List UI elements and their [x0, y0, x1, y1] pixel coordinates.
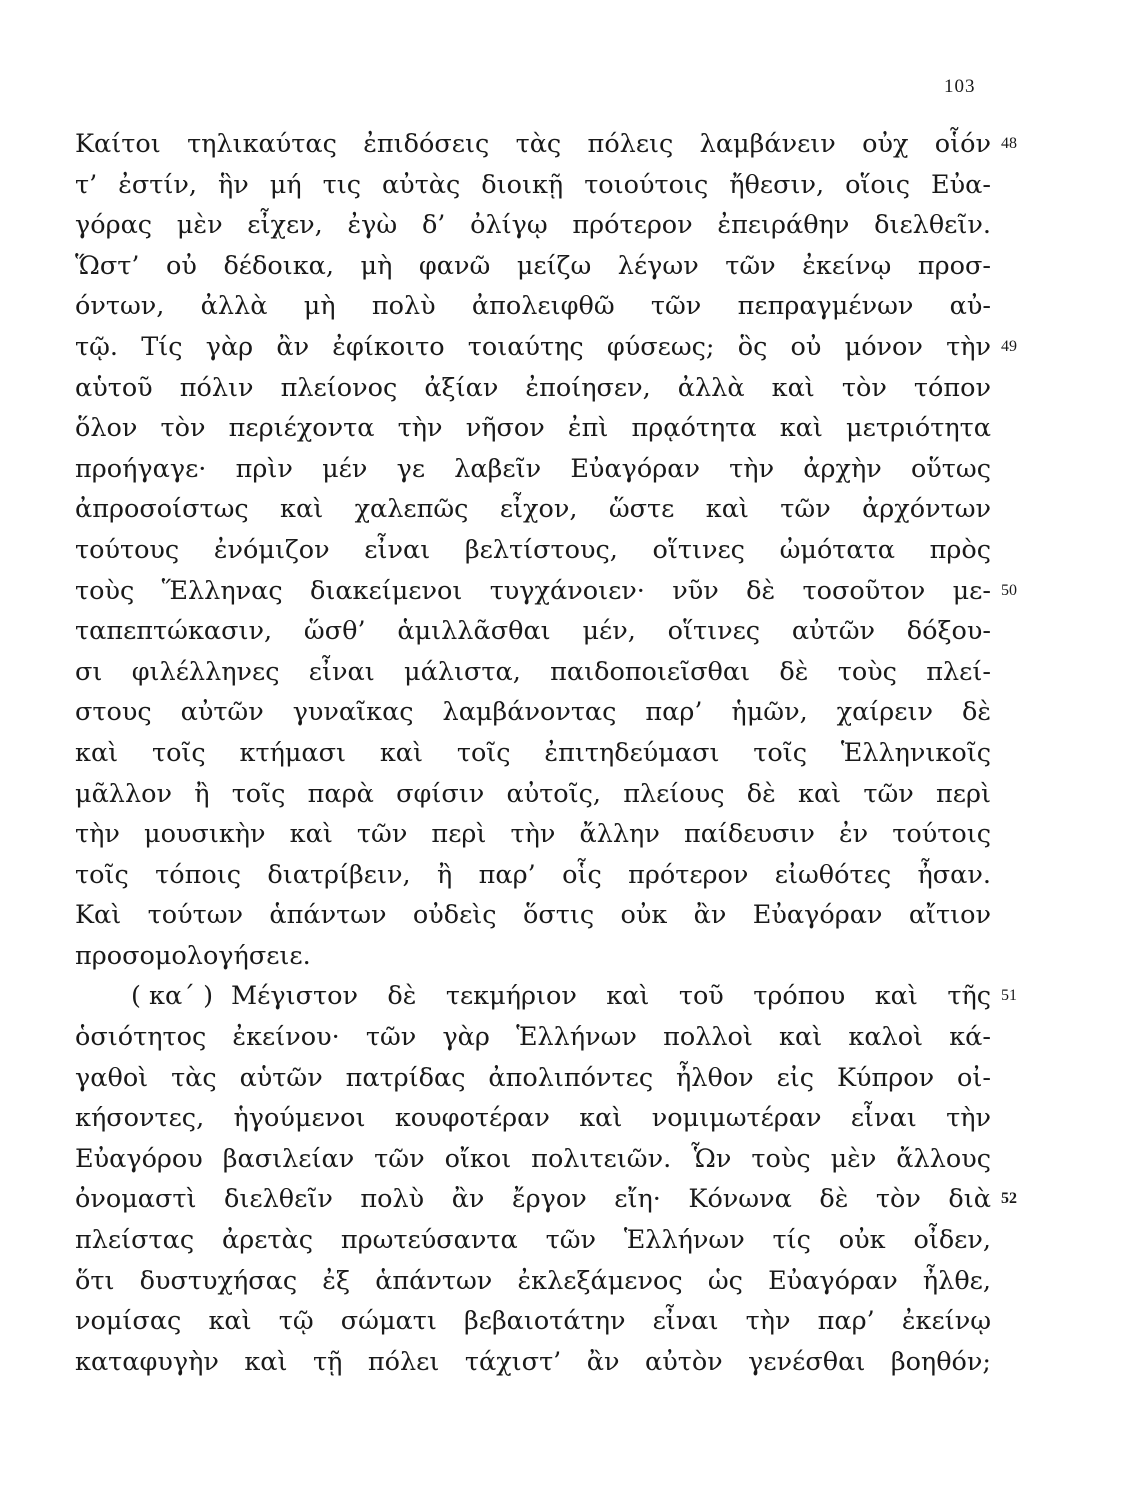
text-line-2: τ’ ἐστίν, ἣν μή τις αὐτὰς διοικῇ τοιούτοις ἤθεσιν, οἵοις Εὐα-	[75, 169, 991, 200]
text-line-4: Ὥστ’ οὐ δέδοικα, μὴ φανῶ μείζω λέγων τῶν ἐκείνῳ προσ-	[75, 250, 991, 281]
greek-text-body	[75, 124, 1017, 1382]
text-line-11: τούτους ἐνόμιζον εἶναι βελτίστους, οἵτινες ὠμότατα πρὸς	[75, 534, 991, 565]
text-line-12: τοὺς Ἕλληνας διακείμενοι τυγχάνοιεν· νῦν δὲ τοσοῦτον με- 50	[75, 571, 991, 612]
text-line-14: σι φιλέλληνες εἶναι μάλιστα, παιδοποιεῖσθαι δὲ τοὺς πλεί-	[75, 656, 991, 687]
text-line-5: όντων, ἀλλὰ μὴ πολὺ ἀπολειφθῶ τῶν πεπραγμένων αὐ-	[75, 291, 991, 322]
text-line-24: γαθοὶ τὰς αὑτῶν πατρίδας ἀπολιπόντες ἦλθον εἰς Κύπρον οἰ-	[75, 1062, 991, 1093]
text-line-26: Εὐαγόρου βασιλείαν τῶν οἴκοι πολιτειῶν. Ὧν τοὺς μὲν ἄλλους	[75, 1143, 991, 1174]
text-line-20: Καὶ τούτων ἁπάντων οὐδεὶς ὅστις οὐκ ἂν Εὐαγόραν αἴτιον	[75, 900, 991, 931]
text-line-22: ( κα΄ ) Μέγιστον δὲ τεκμήριον καὶ τοῦ τρόπου καὶ τῆς 51	[75, 976, 991, 1017]
section-number-51: 51	[1001, 987, 1017, 1005]
text-line-31: καταφυγὴν καὶ τῇ πόλει τάχιστ’ ἂν αὐτὸν γενέσθαι βοηθόν;	[75, 1346, 991, 1377]
text-line-6: τῷ. Τίς γὰρ ἂν ἐφίκοιτο τοιαύτης φύσεως; ὃς οὐ μόνον τὴν 49	[75, 327, 991, 368]
section-number-48: 48	[1001, 135, 1017, 152]
page-number: 103	[944, 76, 976, 97]
text-line-30: νομίσας καὶ τῷ σώματι βεβαιοτάτην εἶναι τὴν παρ’ ἐκείνῳ	[75, 1306, 991, 1337]
text-line-25: κήσοντες, ἡγούμενοι κουφοτέραν καὶ νομιμωτέραν εἶναι τὴν	[75, 1103, 991, 1134]
chapter-marker: ( κα΄ )	[131, 981, 214, 1012]
text-line-17: μᾶλλον ἢ τοῖς παρὰ σφίσιν αὐτοῖς, πλείους δὲ καὶ τῶν περὶ	[75, 778, 991, 809]
text-line-18: τὴν μουσικὴν καὶ τῶν περὶ τὴν ἄλλην παίδευσιν ἐν τούτοις	[75, 819, 991, 850]
text-line-15: στους αὐτῶν γυναῖκας λαμβάνοντας παρ’ ἡμῶν, χαίρειν δὲ	[75, 697, 991, 728]
text-line-27: ὀνομαστὶ διελθεῖν πολὺ ἂν ἔργον εἴη· Κόνωνα δὲ τὸν διὰ 52	[75, 1179, 991, 1220]
text-line-29: ὅτι δυστυχήσας ἐξ ἁπάντων ἐκλεξάμενος ὡς Εὐαγόραν ἦλθε,	[75, 1265, 991, 1296]
section-number-49: 49	[1001, 337, 1017, 355]
section-number-50: 50	[1001, 581, 1017, 599]
text-line-3: γόρας μὲν εἶχεν, ἐγὼ δ’ ὀλίγῳ πρότερον ἐπειράθην διελθεῖν.	[75, 210, 991, 241]
text-line-9: προήγαγε· πρὶν μέν γε λαβεῖν Εὐαγόραν τὴν ἀρχὴν οὕτως	[75, 453, 991, 484]
text-line-13: ταπεπτώκασιν, ὥσθ’ ἁμιλλᾶσθαι μέν, οἵτινες αὐτῶν δόξου-	[75, 616, 991, 647]
text-line-21: προσομολογήσειε.	[75, 940, 311, 971]
text-line-23: ὁσιότητος ἐκείνου· τῶν γὰρ Ἑλλήνων πολλοὶ καὶ καλοὶ κά-	[75, 1022, 991, 1053]
text-line-19: τοῖς τόποις διατρίβειν, ἢ παρ’ οἷς πρότερον εἰωθότες ἦσαν.	[75, 859, 991, 890]
text-line-28: πλείστας ἀρετὰς πρωτεύσαντα τῶν Ἑλλήνων τίς οὐκ οἶδεν,	[75, 1225, 991, 1256]
section-number-52: 52	[1001, 1190, 1017, 1208]
text-line-8: ὅλον τὸν περιέχοντα τὴν νῆσον ἐπὶ πρᾳότητα καὶ μετριότητα	[75, 413, 991, 444]
text-line-7: αὑτοῦ πόλιν πλείονος ἀξίαν ἐποίησεν, ἀλλὰ καὶ τὸν τόπον	[75, 372, 991, 403]
text-line-10: ἀπροσοίστως καὶ χαλεπῶς εἶχον, ὥστε καὶ τῶν ἀρχόντων	[75, 494, 991, 525]
text-line-16: καὶ τοῖς κτήμασι καὶ τοῖς ἐπιτηδεύμασι τοῖς Ἑλληνικοῖς	[75, 737, 991, 768]
text-line-1: Καίτοι τηλικαύτας ἐπιδόσεις τὰς πόλεις λαμβάνειν οὐχ οἷόν 48	[75, 124, 991, 165]
